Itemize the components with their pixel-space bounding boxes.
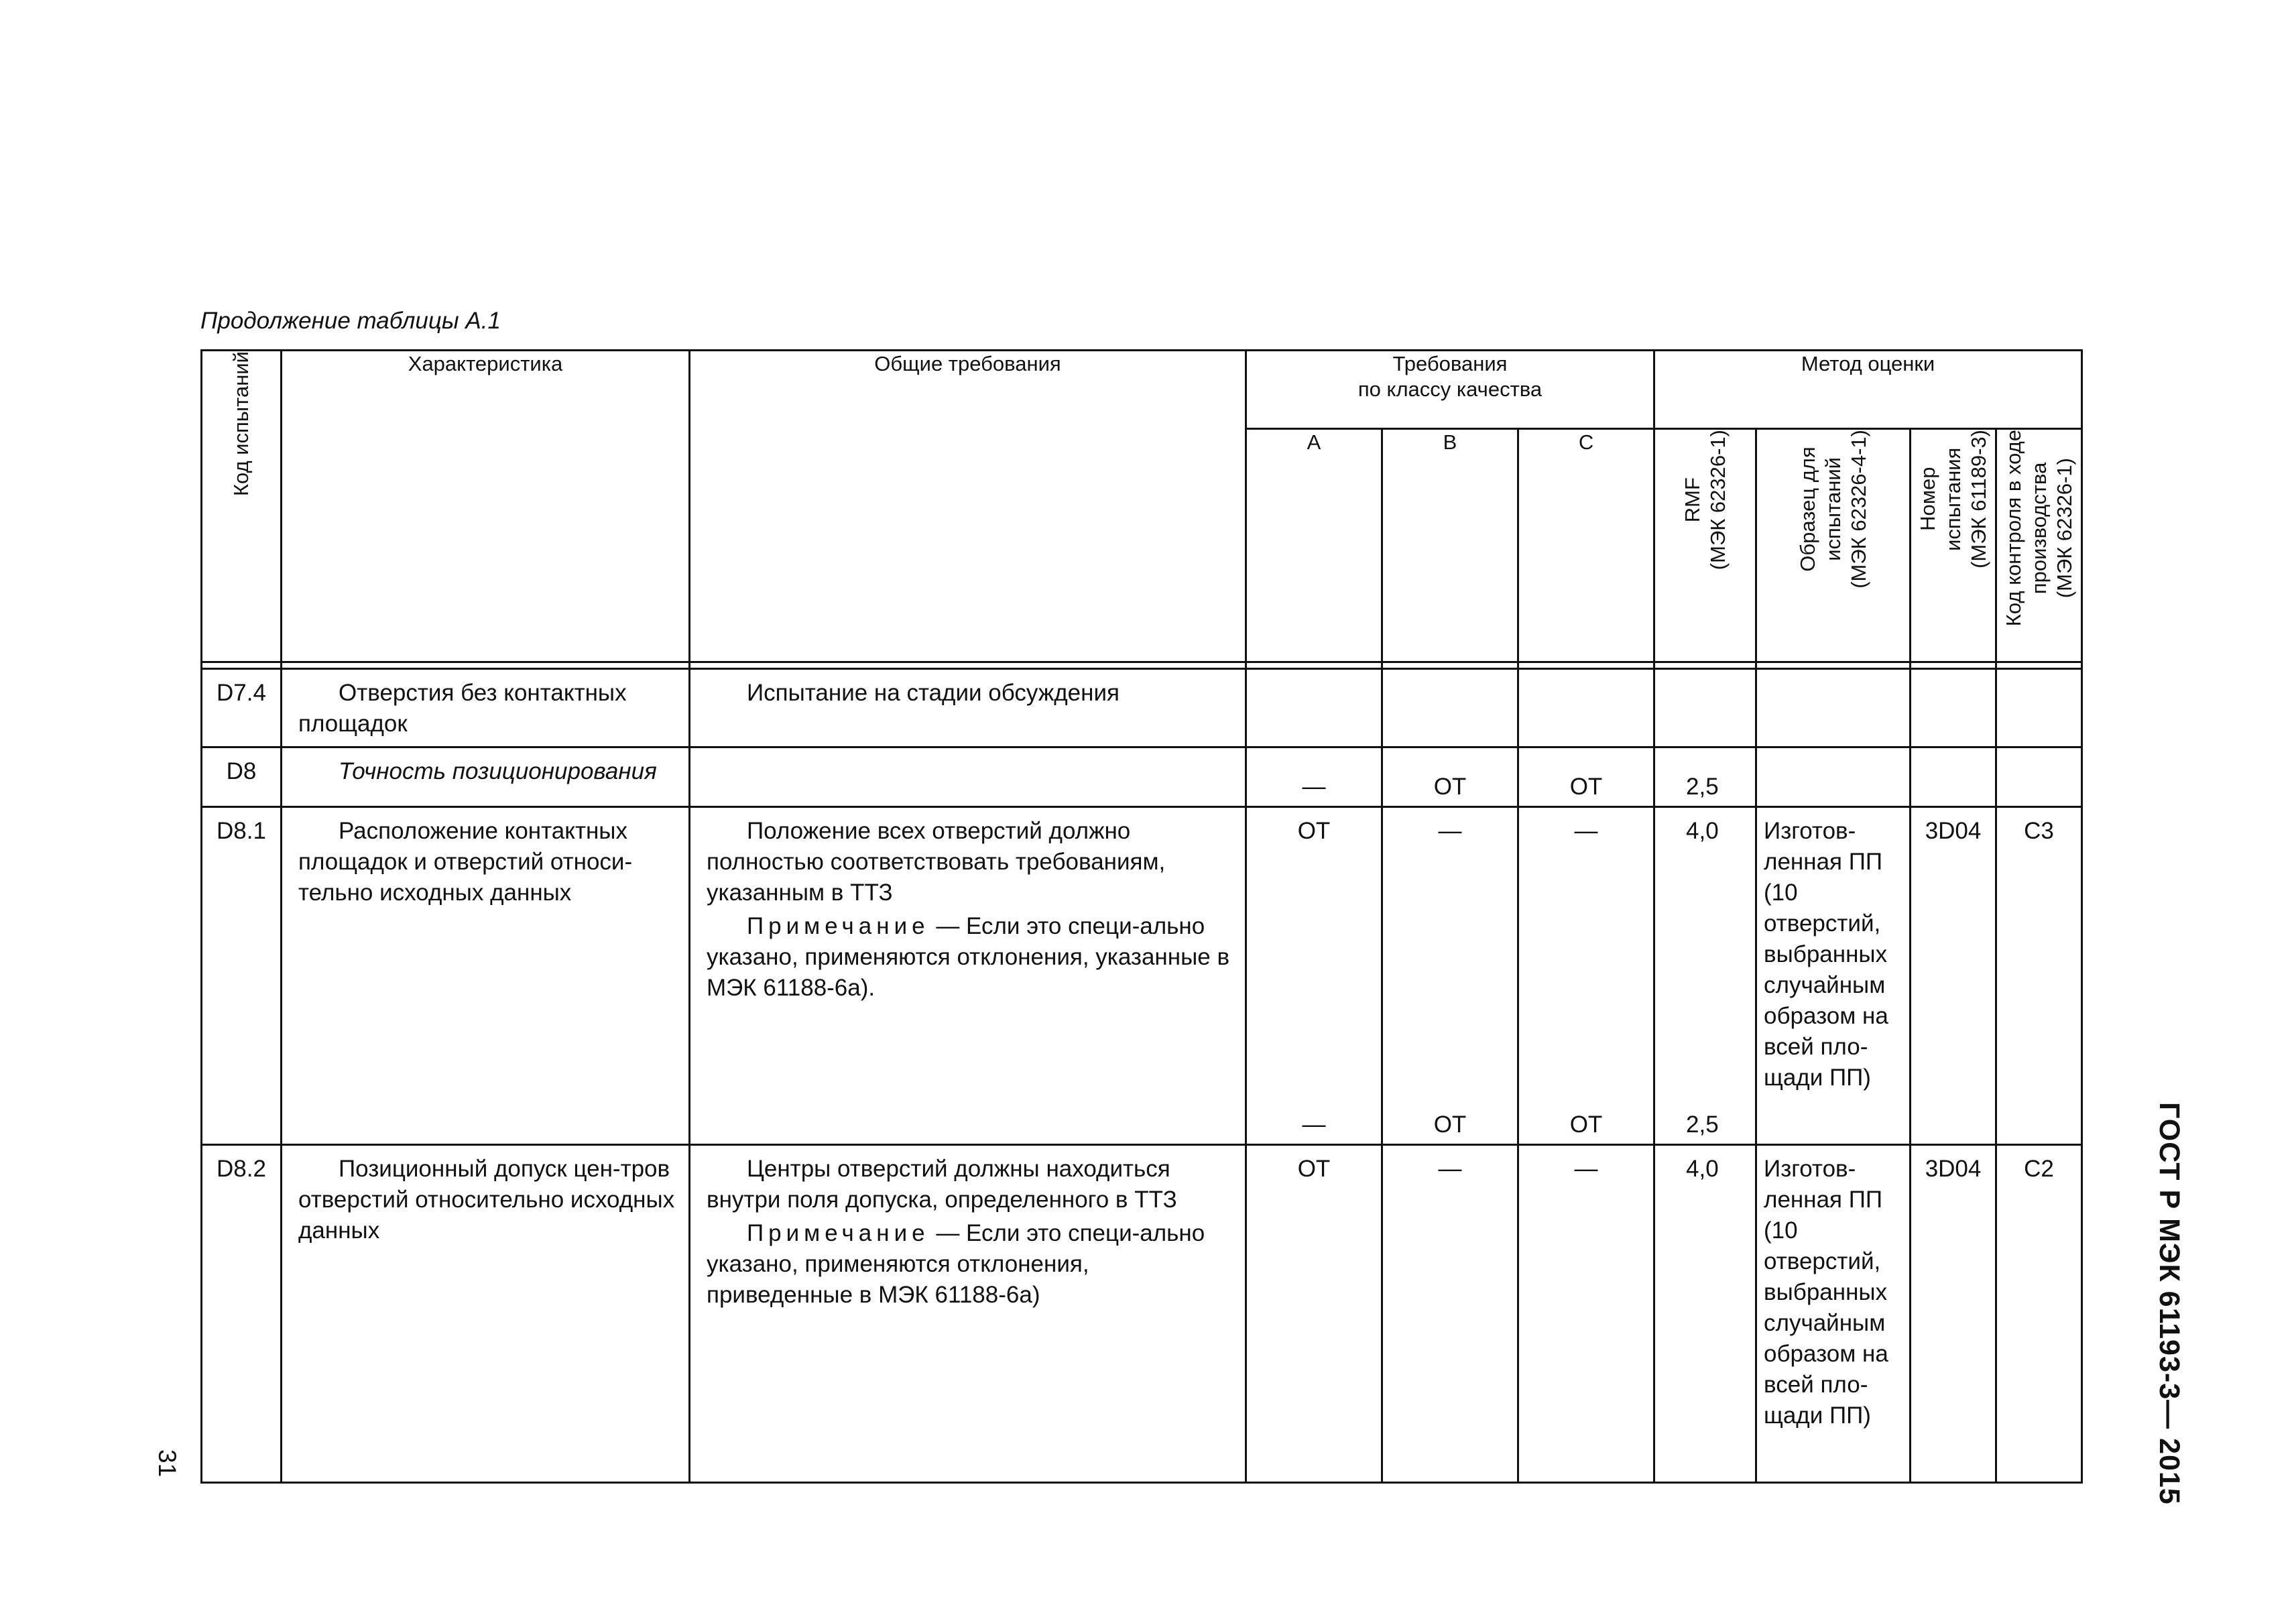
row-characteristic: Отверстия без контактных площадок — [282, 669, 690, 747]
header-general-requirements: Общие требования — [690, 351, 1246, 662]
rmf-cell: 4,0 2,5 — [1654, 1145, 1756, 1483]
table-row — [202, 1145, 2082, 1483]
class-a-cell: ОТ — — [1246, 807, 1382, 1145]
row-characteristic: Позиционный допуск цен-тров отверстий относительно исходных данных — [282, 1145, 690, 1483]
header-characteristic: Характеристика — [282, 351, 690, 662]
row-note — [707, 911, 1234, 1004]
row-note — [707, 1218, 1234, 1311]
row-requirement: Центры отверстий должны находиться внутри поля допуска, определенного в ТТЗ Примечание — Если это специ-ально указано, применяются отклонения, приведенные в МЭК 61188-6a) — [690, 1145, 1246, 1483]
row-requirement: Испытание на стадии обсуждения — [690, 669, 1246, 747]
class-c-cell: — ОТ — [1518, 807, 1654, 1145]
requirements-table — [200, 349, 2083, 1484]
header-test-number: Номер испытания (МЭК 61189-3) — [1911, 429, 1996, 662]
table-row — [202, 669, 2082, 747]
note-text: — Если это специ-ально указано, применяются отклонения, указанные в МЭК 61188-6a). — [707, 913, 1230, 1001]
control-code-cell: С2 — [1996, 1145, 2082, 1483]
class-b-cell: — ОТ — [1382, 807, 1518, 1145]
note-label: Примечание — [747, 1220, 930, 1246]
header-class-a: А — [1246, 429, 1382, 662]
test-number-cell: 3D04 — [1911, 1145, 1996, 1483]
note-text: — Если это специ-ально указано, применяются отклонения, приведенные в МЭК 61188-6a) — [707, 1220, 1205, 1308]
note-label: Примечание — [747, 913, 930, 939]
row-code: D7.4 — [202, 669, 282, 747]
row-characteristic: Расположение контактных площадок и отверстий относи-тельно исходных данных — [282, 807, 690, 1145]
row-code: D8 — [202, 747, 282, 807]
header-separator — [202, 662, 2082, 669]
test-number-cell: 3D04 — [1911, 807, 1996, 1145]
sample-cell: Изготов-ленная ПП (10 отверстий, выбранных случайным образом на всей пло-щади ПП) — [1756, 807, 1911, 1145]
header-code: Код испытаний — [202, 351, 282, 662]
class-a-cell: ОТ — — [1246, 1145, 1382, 1483]
header-method: Метод оценки — [1654, 351, 2082, 429]
header-rmf: RMF (МЭК 62326-1) — [1654, 429, 1756, 662]
row-characteristic: Точность позиционирования — [282, 747, 690, 807]
table-caption: Продолжение таблицы А.1 — [200, 308, 501, 334]
header-class-c: С — [1518, 429, 1654, 662]
table-row — [202, 747, 2082, 807]
table-row — [202, 807, 2082, 1145]
sample-cell: Изготов-ленная ПП (10 отверстий, выбранных случайным образом на всей пло-щади ПП) — [1756, 1145, 1911, 1483]
header-class-b: В — [1382, 429, 1518, 662]
header-row-1 — [202, 351, 2082, 429]
header-control-code: Код контроля в ходе производства (МЭК 62326-1) — [1996, 429, 2082, 662]
standard-designation: ГОСТ Р МЭК 61193-3— 2015 — [2153, 1102, 2185, 1505]
class-c-cell: — ОТ — [1518, 1145, 1654, 1483]
header-sample: Образец для испытаний (МЭК 62326-4-1) — [1756, 429, 1911, 662]
row-code: D8.2 — [202, 1145, 282, 1483]
control-code-cell: С3 — [1996, 807, 2082, 1145]
row-code: D8.1 — [202, 807, 282, 1145]
page-number: 31 — [154, 1449, 181, 1478]
header-quality-class: Требования по классу качества — [1246, 351, 1654, 429]
rmf-cell: 4,0 2,5 — [1654, 807, 1756, 1145]
class-b-cell: — ОТ — [1382, 1145, 1518, 1483]
row-requirement: Положение всех отверстий должно полностью соответствовать требованиям, указанным в ТТЗ Примечание — Если это специ-ально указано, применяются отклонения, указанные в МЭК 61188-6a). — [690, 807, 1246, 1145]
